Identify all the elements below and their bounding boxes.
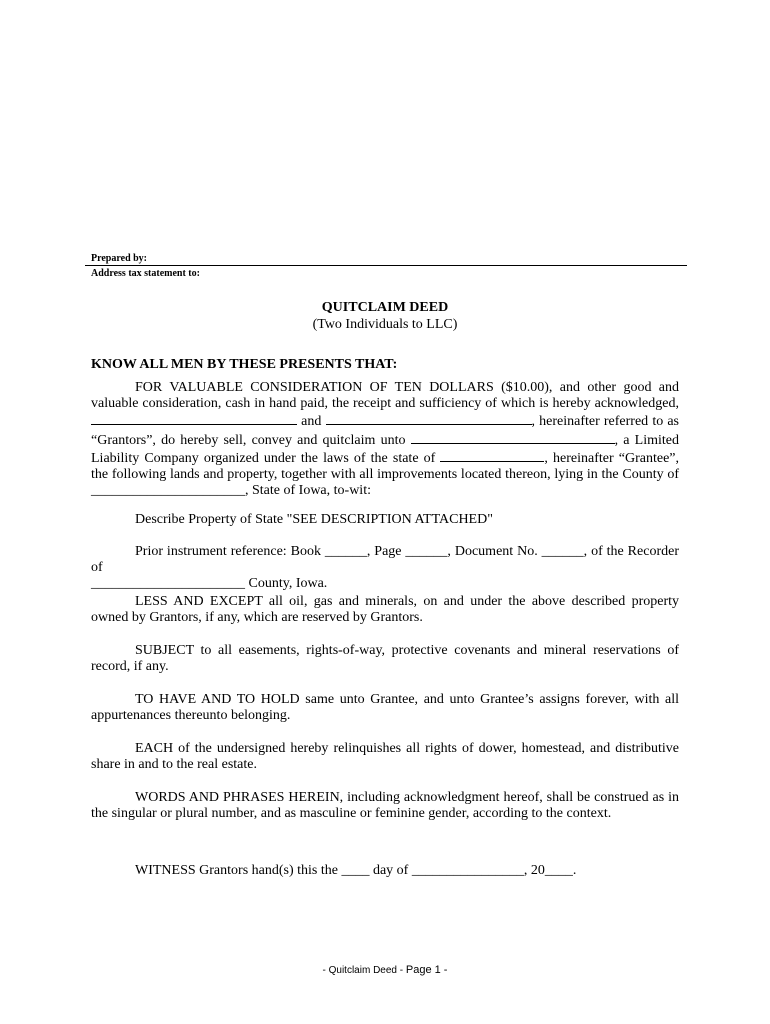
prepared-by-label: Prepared by:	[91, 253, 148, 264]
footer-label: - Quitclaim Deed -	[322, 965, 404, 976]
to-have-paragraph: TO HAVE AND TO HOLD same unto Grantee, and unto Grantee’s assigns forever, with all appurtenances thereunto belonging.	[91, 692, 679, 724]
prior-line1: Prior instrument reference: Book ______, Page ______, Document No. ______, of the Recorder of	[91, 544, 679, 576]
grantee-text: , hereinafter “Grantee”, the following lands and property, together with all improvements located thereon, lying in the County of	[91, 450, 679, 483]
state-of-iowa-text: , State of Iowa, to-wit:	[245, 483, 371, 499]
subject-paragraph: SUBJECT to all easements, rights-of-way, protective covenants and mineral reservations of record, if any.	[91, 643, 679, 675]
grantee-llc-blank	[411, 431, 615, 444]
prior-instrument-paragraph	[91, 544, 679, 593]
and-text: and	[297, 414, 326, 430]
relinquish-paragraph: EACH of the undersigned hereby relinquishes all rights of dower, homestead, and distributive share in and to the real estate.	[91, 741, 679, 773]
deed-subtitle: (Two Individuals to LLC)	[312, 317, 458, 332]
words-phrases-paragraph: WORDS AND PHRASES HEREIN, including acknowledgment hereof, shall be construed as in the singular or plural number, and as masculine or feminine gender, according to the context.	[91, 790, 679, 822]
hereinafter-text: , hereinafter referred to as “Grantors”, do hereby sell, convey and quitclaim unto	[91, 414, 680, 448]
footer-page-number: Page 1 -	[405, 964, 448, 976]
address-tax-label: Address tax statement to:	[91, 268, 200, 279]
page-footer	[0, 964, 770, 976]
consideration-line1: FOR VALUABLE CONSIDERATION OF TEN DOLLARS ($10.00), and other good and valuable consideration, cash in hand paid, the receipt and sufficiency of which is hereby acknowledged,	[91, 380, 679, 412]
know-all-men-heading: KNOW ALL MEN BY THESE PRESENTS THAT:	[91, 357, 398, 372]
witness-paragraph: WITNESS Grantors hand(s) this the ____ day of ________________, 20____.	[135, 863, 577, 878]
deed-title: QUITCLAIM DEED	[321, 300, 449, 315]
state-blank	[440, 449, 544, 462]
less-except-paragraph: LESS AND EXCEPT all oil, gas and minerals, on and under the above described property owned by Grantors, if any, which are reserved by Grantors.	[91, 594, 679, 626]
header-divider	[85, 265, 687, 266]
prior-line2: ______________________ County, Iowa.	[91, 576, 328, 592]
llc-text: , a Limited Liability Company organized under the laws of the state of	[91, 432, 679, 466]
grantor1-blank	[91, 412, 297, 425]
county-blank: ______________________	[91, 483, 245, 499]
grantor2-blank	[326, 412, 532, 425]
consideration-paragraph	[91, 380, 679, 499]
describe-property-paragraph: Describe Property of State "SEE DESCRIPTION ATTACHED"	[135, 512, 493, 527]
